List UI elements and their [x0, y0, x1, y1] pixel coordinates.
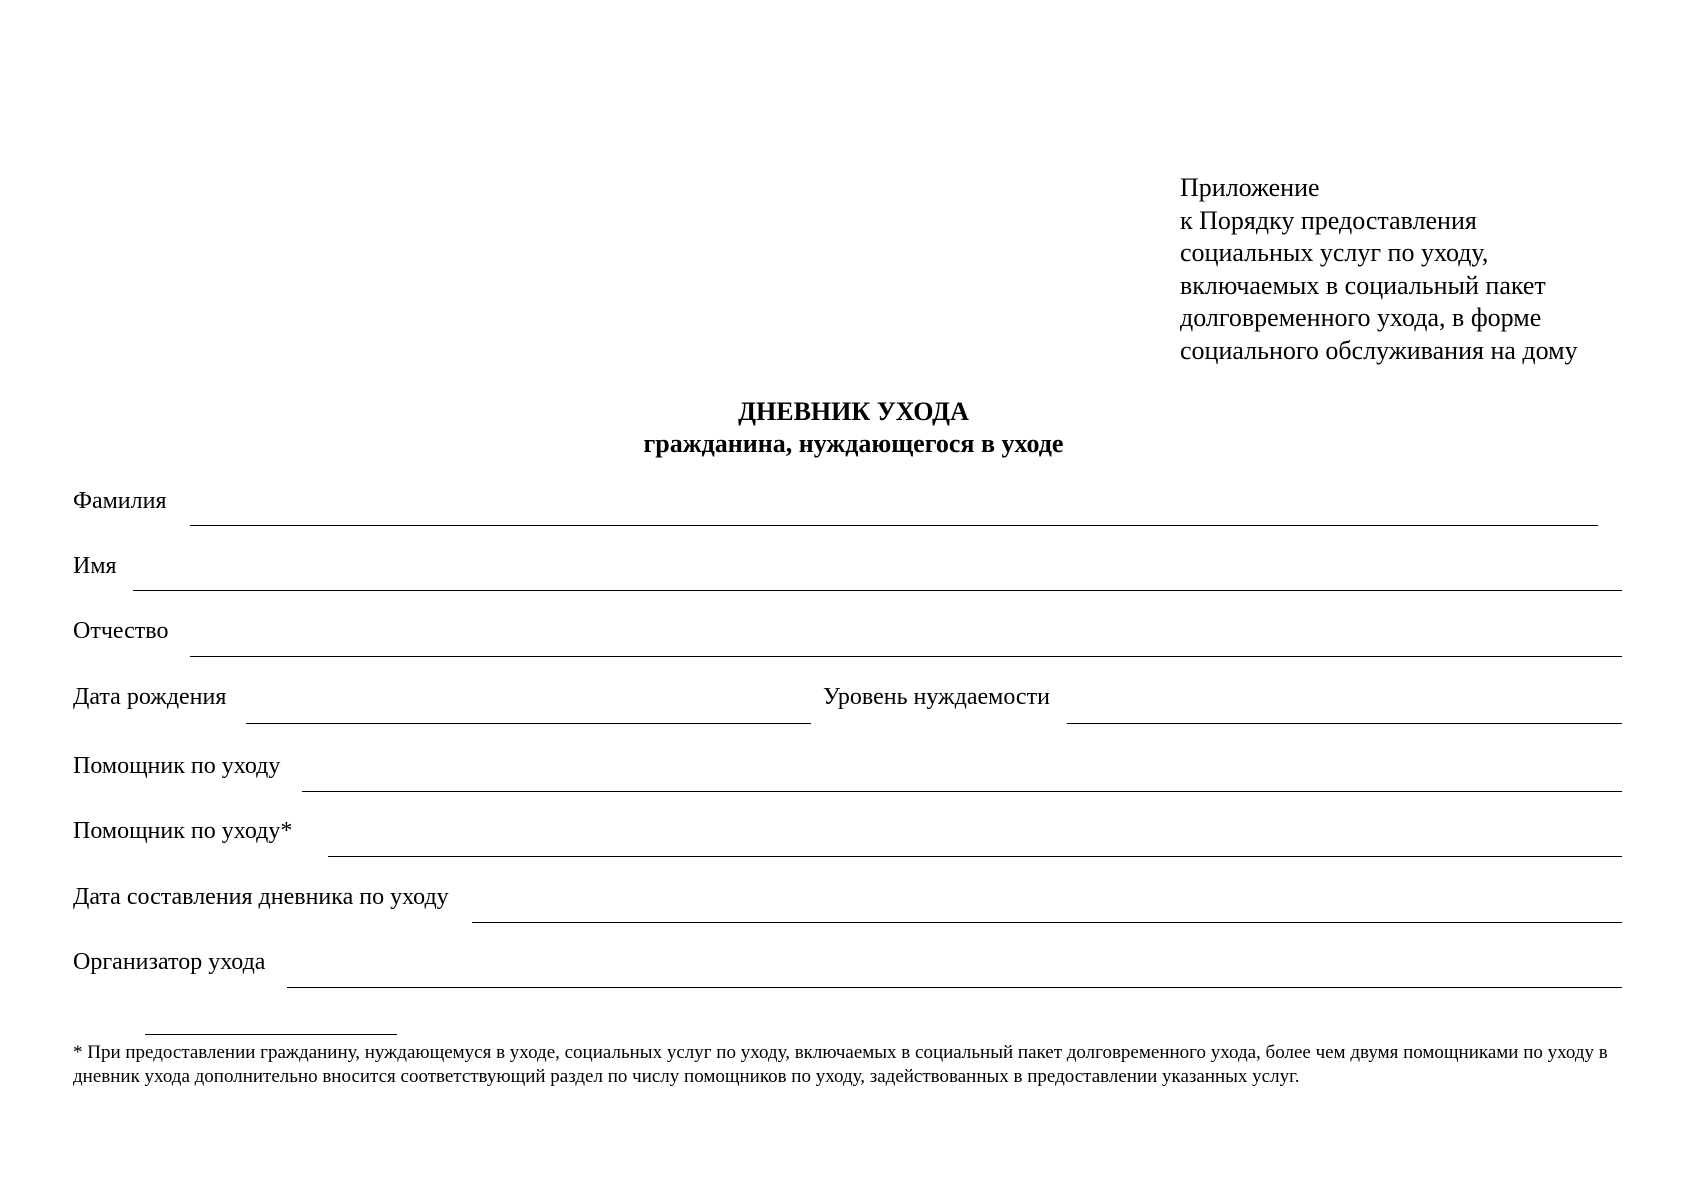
care-assistant-field[interactable]	[302, 791, 1622, 792]
birth-date-label: Дата рождения	[73, 684, 227, 710]
need-level-label: Уровень нуждаемости	[823, 684, 1050, 710]
care-assistant-2-field[interactable]	[328, 856, 1622, 857]
surname-label: Фамилия	[73, 488, 167, 514]
appendix-line: социального обслуживания на дому	[1180, 335, 1578, 365]
name-field[interactable]	[133, 590, 1622, 591]
surname-field[interactable]	[190, 525, 1598, 526]
care-assistant-label: Помощник по уходу	[73, 753, 281, 779]
need-level-field[interactable]	[1067, 723, 1622, 724]
document-title: ДНЕВНИК УХОДА	[738, 397, 969, 426]
appendix-block	[1180, 172, 1578, 368]
patronymic-label: Отчество	[73, 618, 169, 644]
appendix-line: долговременного ухода, в форме	[1180, 303, 1542, 333]
appendix-line: Приложение	[1180, 173, 1320, 202]
birth-date-field[interactable]	[246, 723, 811, 724]
appendix-line: к Порядку предоставления	[1180, 205, 1477, 235]
name-label: Имя	[73, 553, 117, 579]
footnote-text: * При предоставлении гражданину, нуждающемуся в уходе, социальных услуг по уходу, включаемых в социальный пакет долговременного ухода, более чем двумя помощниками по уходу в дневник ухода дополнительно вносится соответствующий раздел по числу помощников по уходу, задействованных в предоставлении указанных услуг.	[73, 1042, 1608, 1087]
care-assistant-2-label: Помощник по уходу*	[73, 818, 293, 844]
care-organizer-field[interactable]	[287, 987, 1622, 988]
footnote-separator	[145, 1034, 397, 1035]
patronymic-field[interactable]	[190, 656, 1622, 657]
appendix-line: социальных услуг по уходу,	[1180, 238, 1489, 268]
document-subtitle: гражданина, нуждающегося в уходе	[643, 429, 1064, 458]
care-organizer-label: Организатор ухода	[73, 949, 266, 975]
appendix-line: включаемых в социальный пакет	[1180, 270, 1546, 300]
diary-date-label: Дата составления дневника по уходу	[73, 884, 449, 910]
diary-date-field[interactable]	[472, 922, 1622, 923]
